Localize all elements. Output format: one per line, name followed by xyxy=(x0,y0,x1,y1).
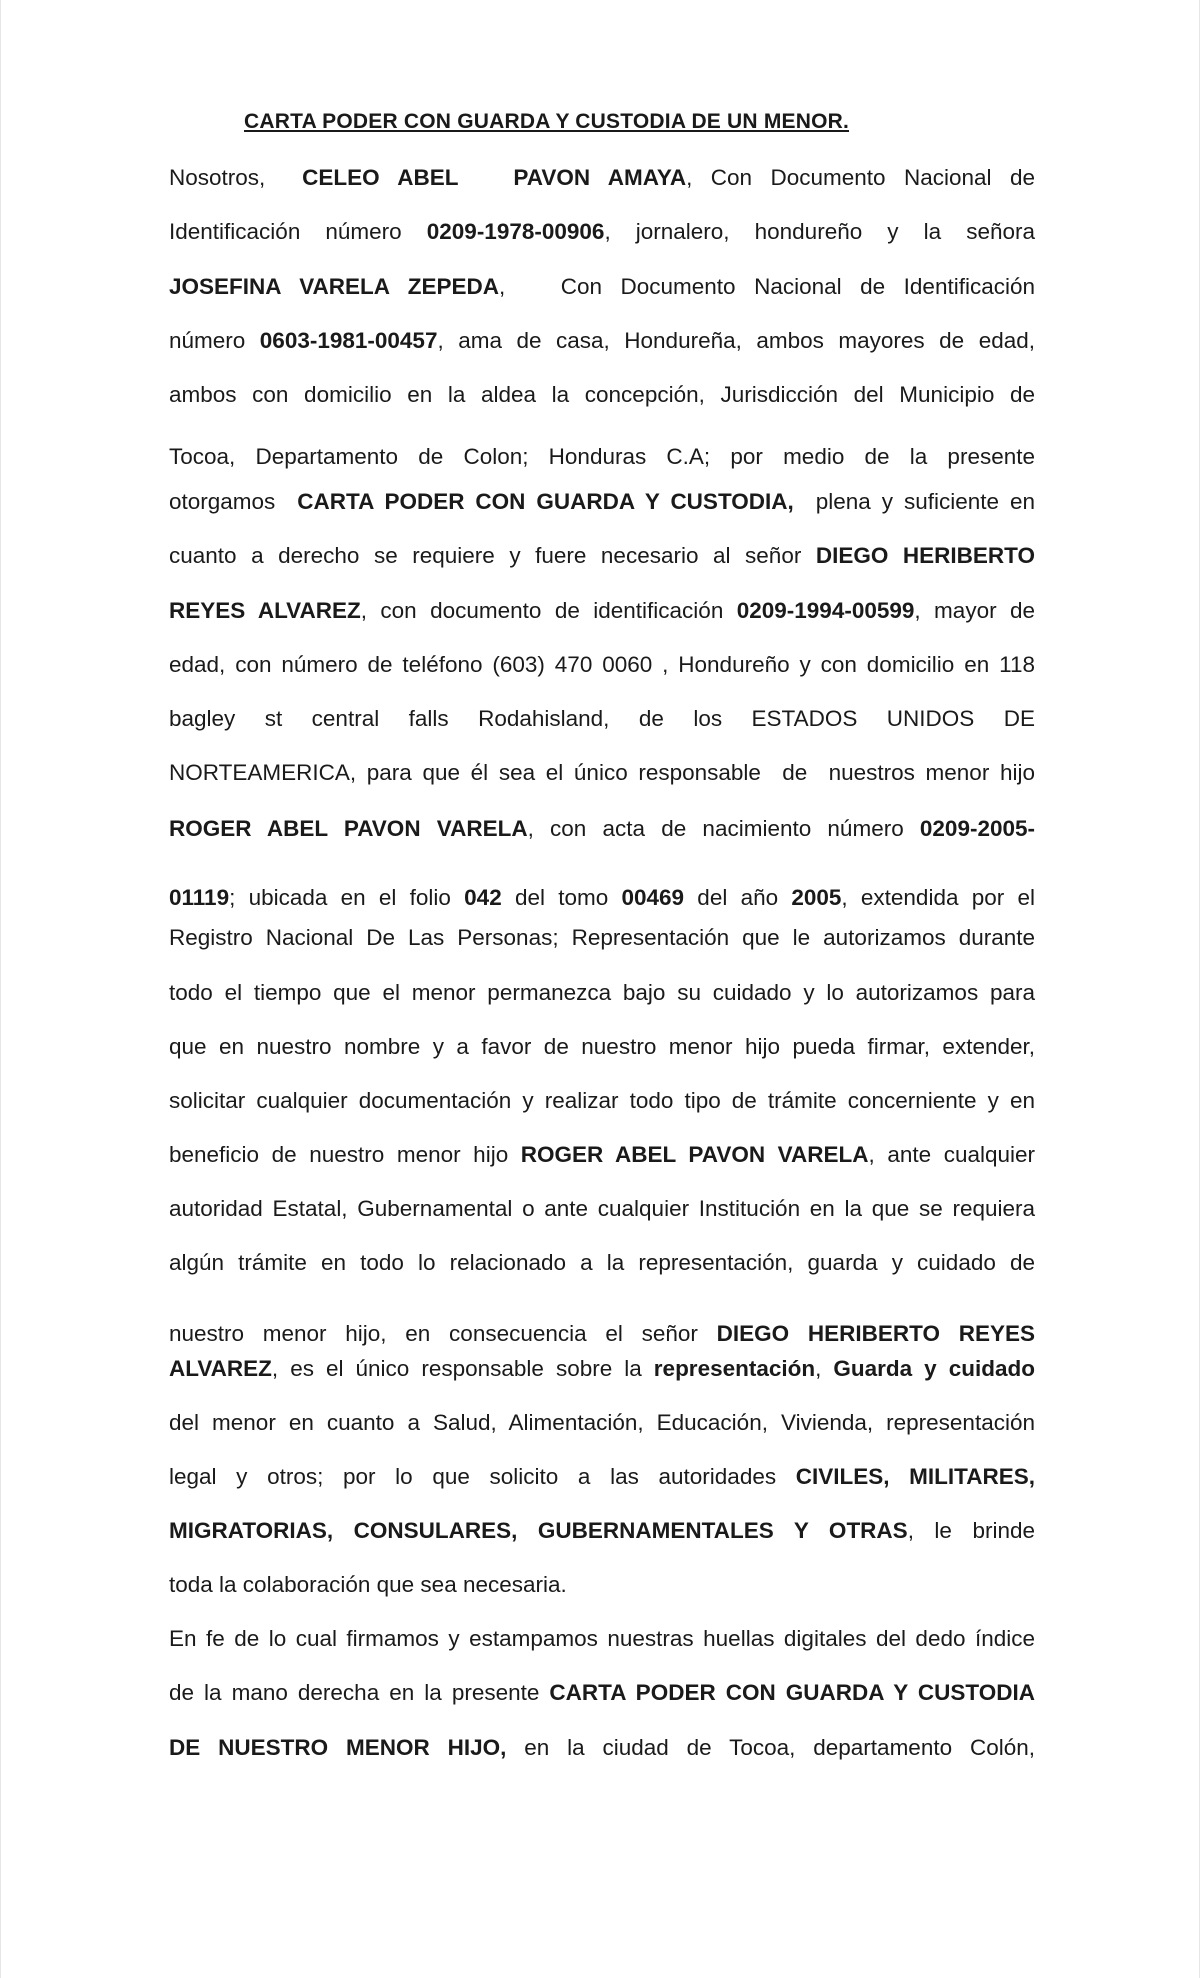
bold-text: ROGER ABEL PAVON VARELA xyxy=(169,816,528,841)
bold-text: 2005 xyxy=(791,885,842,910)
document-line xyxy=(169,381,1035,409)
document-line xyxy=(169,488,1035,516)
document-line xyxy=(169,1734,1035,1762)
text-run: , ama de casa, Hondureña, ambos mayores de edad, xyxy=(437,328,1036,353)
text-run: plena y suficiente en xyxy=(793,489,1036,514)
bold-text: 042 xyxy=(464,885,502,910)
bold-text: MIGRATORIAS, CONSULARES, GUBERNAMENTALES Y OTRAS xyxy=(169,1518,908,1543)
text-run: en la ciudad de Tocoa, departamento Colón, xyxy=(506,1735,1035,1760)
text-run: En fe de lo cual firmamos y estampamos nuestras huellas digitales del dedo índice xyxy=(169,1626,1035,1651)
document-title: CARTA PODER CON GUARDA Y CUSTODIA DE UN MENOR. xyxy=(244,110,850,133)
text-run: Nosotros, xyxy=(169,165,303,190)
document-line xyxy=(169,1571,1035,1599)
text-run: toda la colaboración que sea necesaria. xyxy=(169,1572,567,1597)
document-line xyxy=(169,815,1035,843)
document-line xyxy=(169,1517,1035,1545)
bold-text: DIEGO HERIBERTO xyxy=(815,543,1035,568)
document-line xyxy=(169,979,1035,1007)
document-line xyxy=(169,884,1035,912)
bold-text: ROGER ABEL PAVON VARELA xyxy=(520,1142,869,1167)
bold-text: 01119 xyxy=(169,885,230,910)
document-line xyxy=(169,1195,1035,1223)
document-line xyxy=(169,164,1035,192)
document-line xyxy=(169,1033,1035,1061)
text-run: , con documento de identificación xyxy=(360,598,737,623)
text-run: , jornalero, hondureño y la señora xyxy=(604,219,1035,244)
bold-text: CELEO ABEL PAVON AMAYA xyxy=(302,165,687,190)
text-run: ; ubicada en el folio xyxy=(229,885,465,910)
text-run: que en nuestro nombre y a favor de nuestro menor hijo pueda firmar, extender, xyxy=(169,1034,1035,1059)
bold-text: representación xyxy=(653,1356,816,1381)
text-run: , ante cualquier xyxy=(868,1142,1035,1167)
text-run: del tomo xyxy=(501,885,622,910)
bold-text: 0209-1978-00906 xyxy=(426,219,605,244)
document-line xyxy=(169,1249,1035,1277)
document-line xyxy=(169,327,1035,355)
text-run: , le brinde xyxy=(907,1518,1035,1543)
text-run: NORTEAMERICA, para que él sea el único responsable de nuestros menor hijo xyxy=(169,760,1035,785)
text-run: , es el único responsable sobre la xyxy=(271,1356,654,1381)
bold-text: DIEGO HERIBERTO REYES xyxy=(716,1321,1035,1346)
document-line xyxy=(169,705,1035,733)
document-line xyxy=(169,597,1035,625)
text-run: , mayor de xyxy=(914,598,1035,623)
bold-text: Guarda y cuidado xyxy=(833,1356,1035,1381)
document-line xyxy=(169,1409,1035,1437)
document-line xyxy=(169,1087,1035,1115)
document-line xyxy=(169,443,1035,471)
document-line xyxy=(169,924,1035,952)
bold-text: CIVILES, MILITARES, xyxy=(795,1464,1035,1489)
document-line xyxy=(169,1320,1035,1348)
text-run: cuanto a derecho se requiere y fuere necesario al señor xyxy=(169,543,816,568)
bold-text: 0209-2005- xyxy=(919,816,1035,841)
text-run: legal y otros; por lo que solicito a las autoridades xyxy=(169,1464,796,1489)
bold-text: DE NUESTRO MENOR HIJO, xyxy=(169,1735,507,1760)
text-run: , xyxy=(815,1356,834,1381)
bold-text: REYES ALVAREZ xyxy=(169,598,361,623)
text-run: autoridad Estatal, Gubernamental o ante cualquier Institución en la que se requiera xyxy=(169,1196,1035,1221)
text-run: algún trámite en todo lo relacionado a la representación, guarda y cuidado de xyxy=(169,1250,1035,1275)
bold-text: 0603-1981-00457 xyxy=(259,328,438,353)
text-run: solicitar cualquier documentación y realizar todo tipo de trámite concerniente y en xyxy=(169,1088,1035,1113)
document-line xyxy=(169,218,1035,246)
text-run: , Con Documento Nacional de xyxy=(686,165,1036,190)
text-run: Identificación número xyxy=(169,219,427,244)
text-run: del menor en cuanto a Salud, Alimentación, Educación, Vivienda, representación xyxy=(169,1410,1035,1435)
text-run: ambos con domicilio en la aldea la concepción, Jurisdicción del Municipio de xyxy=(169,382,1035,407)
bold-text: 00469 xyxy=(621,885,685,910)
text-run: , extendida por el xyxy=(841,885,1035,910)
document-line xyxy=(169,1463,1035,1491)
text-run: otorgamos xyxy=(169,489,298,514)
text-run: todo el tiempo que el menor permanezca bajo su cuidado y lo autorizamos para xyxy=(169,980,1035,1005)
document-line xyxy=(169,651,1035,679)
text-run: , con acta de nacimiento número xyxy=(527,816,920,841)
document-line xyxy=(169,1141,1035,1169)
text-run: edad, con número de teléfono (603) 470 0060 , Hondureño y con domicilio en 118 xyxy=(169,652,1035,677)
bold-text: 0209-1994-00599 xyxy=(736,598,915,623)
text-run: número xyxy=(169,328,260,353)
document-line xyxy=(169,1625,1035,1653)
document-line xyxy=(169,542,1035,570)
bold-text: JOSEFINA VARELA ZEPEDA xyxy=(169,274,499,299)
document-line xyxy=(169,759,1035,787)
text-run: nuestro menor hijo, en consecuencia el señor xyxy=(169,1321,717,1346)
text-run: de la mano derecha en la presente xyxy=(169,1680,550,1705)
bold-text: CARTA PODER CON GUARDA Y CUSTODIA xyxy=(549,1680,1035,1705)
text-run: Registro Nacional De Las Personas; Representación que le autorizamos durante xyxy=(169,925,1035,950)
text-run: Tocoa, Departamento de Colon; Honduras C.A; por medio de la presente xyxy=(169,444,1035,469)
document-line xyxy=(169,1679,1035,1707)
document-line xyxy=(169,273,1035,301)
text-run: beneficio de nuestro menor hijo xyxy=(169,1142,521,1167)
bold-text: ALVAREZ xyxy=(169,1356,272,1381)
bold-text: CARTA PODER CON GUARDA Y CUSTODIA, xyxy=(297,489,794,514)
document-line xyxy=(169,1355,1035,1383)
text-run: del año xyxy=(684,885,792,910)
text-run: , Con Documento Nacional de Identificación xyxy=(498,274,1035,299)
text-run: bagley st central falls Rodahisland, de los ESTADOS UNIDOS DE xyxy=(169,706,1035,731)
